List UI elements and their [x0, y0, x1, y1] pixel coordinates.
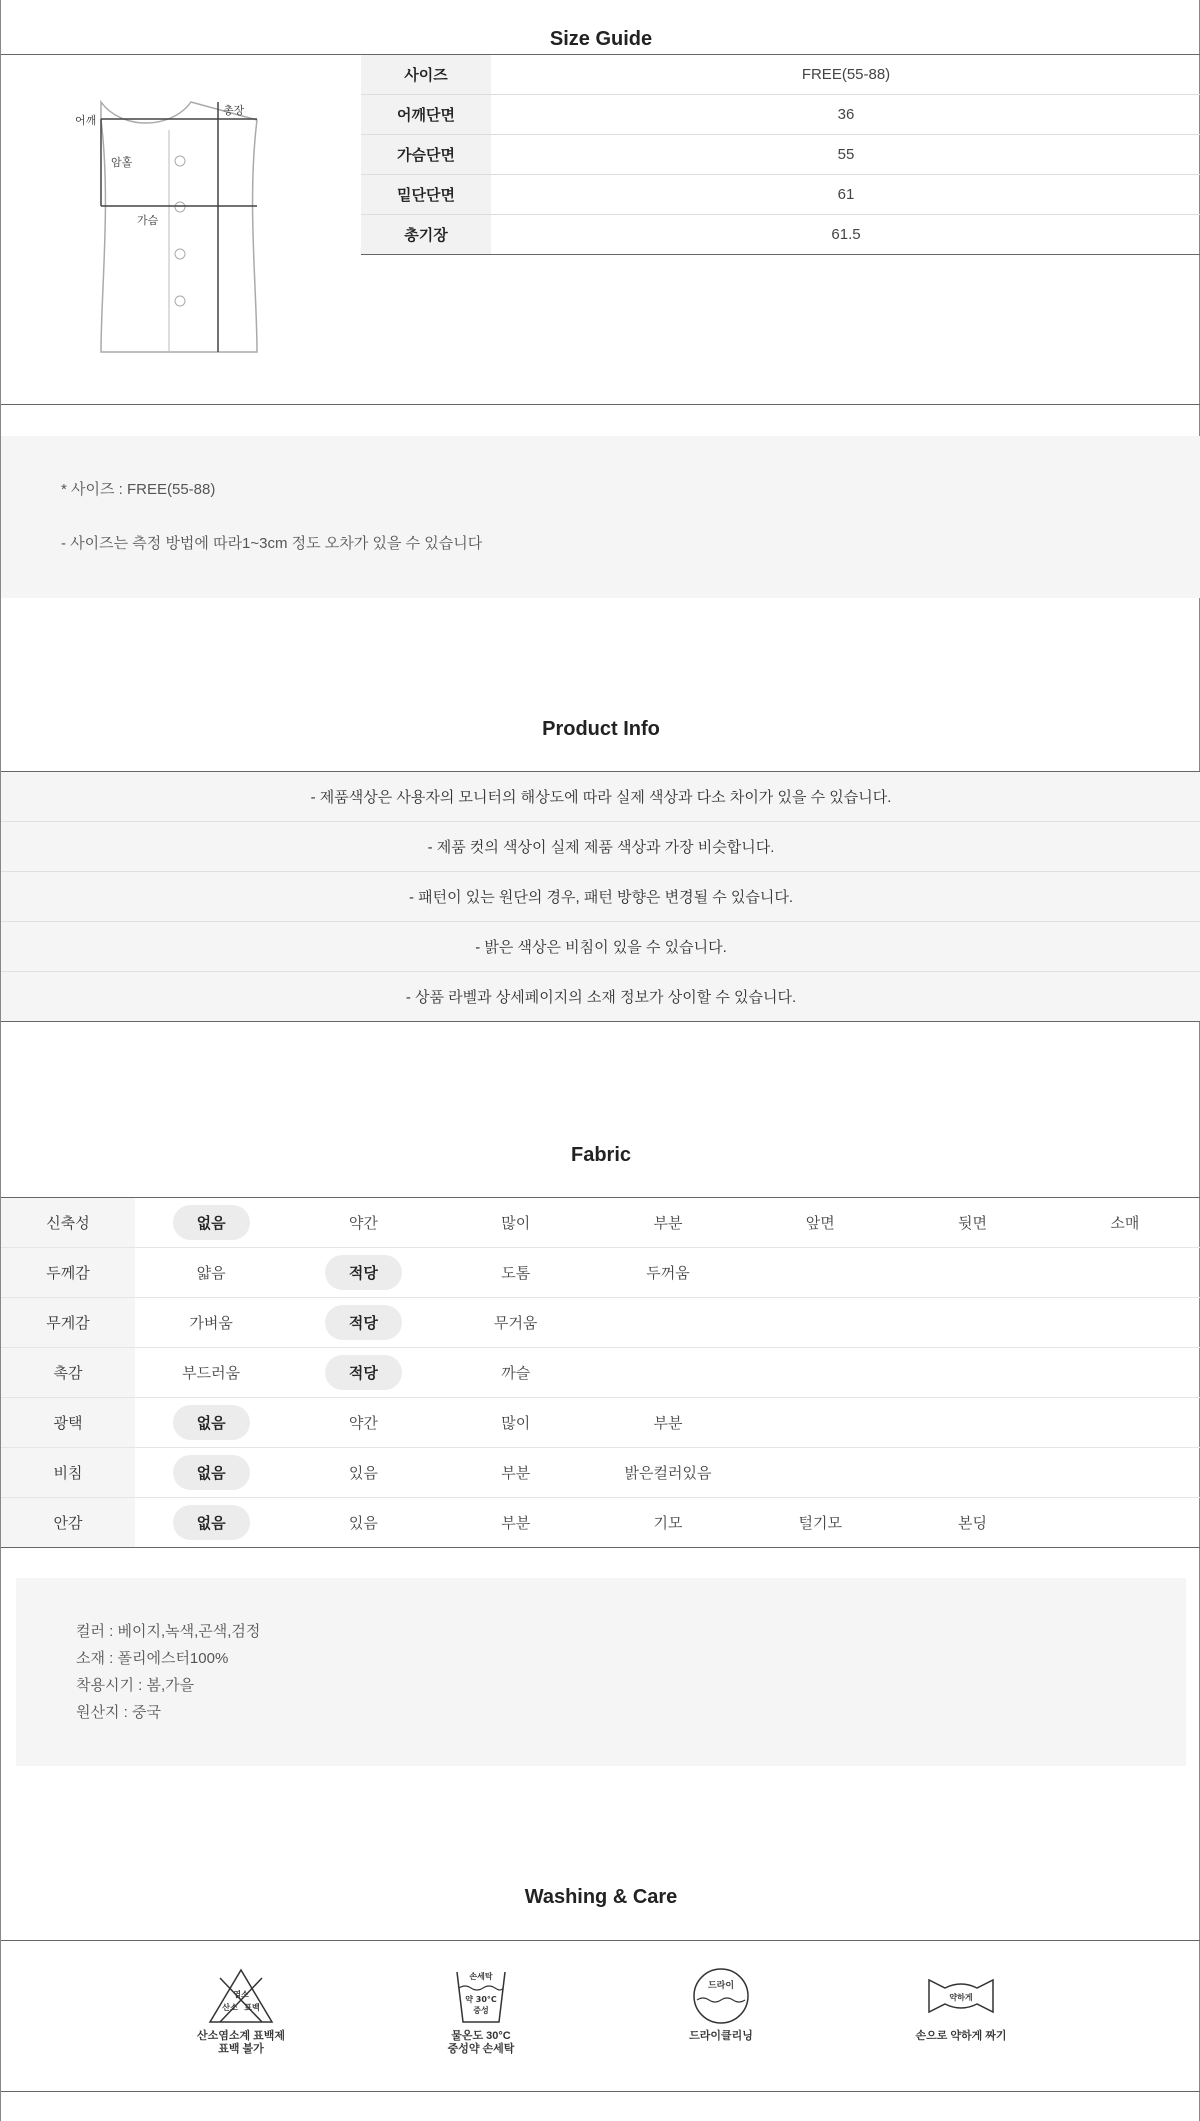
- fabric-option: [440, 1198, 592, 1247]
- fabric-option-selected: 없음: [173, 1455, 250, 1490]
- size-row-value: 61.5: [831, 226, 861, 243]
- care-icon-text: 염소: [233, 1990, 249, 1999]
- fabric-option: [896, 1298, 1048, 1347]
- fabric-option: [896, 1348, 1048, 1397]
- care-label: 중성약 손세탁: [447, 2043, 515, 2055]
- fabric-option: [135, 1348, 287, 1397]
- size-row: [361, 55, 1200, 95]
- fabric-option-selected: 없음: [173, 1205, 250, 1240]
- fabric-option: [1049, 1348, 1200, 1397]
- size-row-label: 가슴단면: [361, 135, 491, 174]
- fabric-option: [592, 1448, 744, 1497]
- no-bleach-icon: [206, 1966, 276, 2026]
- size-row-label: 총기장: [361, 215, 491, 254]
- fabric-option: [744, 1448, 896, 1497]
- fabric-option: [1049, 1248, 1200, 1297]
- fabric-option-label: 얇음: [196, 1265, 226, 1282]
- fabric-option: [744, 1248, 896, 1297]
- care-label: 산소염소계 표백제: [196, 2030, 286, 2042]
- size-row-value: 61: [837, 186, 855, 203]
- spec-material: 소재 : 폴리에스터100%: [76, 1650, 229, 1667]
- fabric-option-label: 있음: [348, 1465, 378, 1482]
- product-info-list: [1, 772, 1200, 1022]
- fabric-option: [592, 1348, 744, 1397]
- fabric-row-label: 비침: [1, 1448, 135, 1497]
- fabric-option: [135, 1298, 287, 1347]
- divider: [1, 2091, 1200, 2092]
- product-info-item: - 패턴이 있는 원단의 경우, 패턴 방향은 변경될 수 있습니다.: [1, 872, 1200, 922]
- fabric-option-selected: 적당: [325, 1355, 402, 1390]
- fabric-row: [1, 1498, 1200, 1548]
- care-icon-text: 표백: [244, 2003, 260, 2012]
- fabric-option-label: 도톰: [501, 1265, 531, 1282]
- care-icon-text: 약하게: [949, 1993, 973, 2002]
- fabric-option: [1049, 1198, 1200, 1247]
- fabric-option-label: 많이: [501, 1415, 531, 1432]
- size-row-value: 55: [837, 146, 855, 163]
- fabric-option: [744, 1398, 896, 1447]
- fabric-option: [287, 1198, 439, 1247]
- fabric-option: [440, 1348, 592, 1397]
- dry-clean-icon: [691, 1966, 751, 2026]
- fabric-option: [1049, 1398, 1200, 1447]
- product-info-title: Product Info: [542, 718, 660, 740]
- fabric-option: [1049, 1448, 1200, 1497]
- fabric-row-label: 안감: [1, 1498, 135, 1547]
- size-row: [361, 95, 1200, 135]
- fabric-option: [592, 1248, 744, 1297]
- diagram-label-shoulder: 어깨: [75, 115, 97, 127]
- vest-outline-icon: [61, 90, 291, 370]
- care-icon-text: 드라이: [707, 1981, 735, 1991]
- size-row-value: FREE(55-88): [801, 66, 891, 83]
- fabric-row-label: 신축성: [1, 1198, 135, 1247]
- fabric-option-label: 앞면: [805, 1215, 835, 1232]
- fabric-row-label: 촉감: [1, 1348, 135, 1397]
- fabric-option: [592, 1498, 744, 1547]
- size-table: [361, 55, 1200, 255]
- care-item: [161, 1966, 321, 2056]
- diagram-label-length: 총장: [223, 105, 245, 117]
- fabric-option: [592, 1398, 744, 1447]
- fabric-option-label: 부분: [653, 1215, 683, 1232]
- fabric-option: [1049, 1298, 1200, 1347]
- care-item: [401, 1966, 561, 2056]
- fabric-row-label: 광택: [1, 1398, 135, 1447]
- fabric-row: [1, 1448, 1200, 1498]
- care-icon-text: 산소: [222, 2003, 238, 2012]
- fabric-option-label: 밝은컬러있음: [624, 1465, 712, 1482]
- fabric-row: [1, 1248, 1200, 1298]
- fabric-option: [287, 1398, 439, 1447]
- care-label: 드라이클리닝: [689, 2030, 753, 2042]
- fabric-option-label: 뒷면: [958, 1215, 988, 1232]
- fabric-row: [1, 1398, 1200, 1448]
- fabric-option: [440, 1398, 592, 1447]
- fabric-option-label: 두꺼움: [646, 1265, 690, 1282]
- washing-care-title: Washing & Care: [524, 1886, 678, 1908]
- fabric-option-label: 부분: [501, 1465, 531, 1482]
- fabric-option-label: 부분: [653, 1415, 683, 1432]
- fabric-option-label: 까슬: [501, 1365, 531, 1382]
- fabric-option: [440, 1298, 592, 1347]
- fabric-option-label: 부드러움: [182, 1365, 241, 1382]
- fabric-option-label: 많이: [501, 1215, 531, 1232]
- fabric-option: [135, 1498, 287, 1547]
- fabric-option-label: 소매: [1110, 1215, 1140, 1232]
- care-label: 표백 불가: [218, 2043, 264, 2055]
- hand-wash-icon: [451, 1966, 511, 2026]
- fabric-row-label: 무게감: [1, 1298, 135, 1347]
- fabric-option-label: 털기모: [798, 1515, 842, 1532]
- care-icon-text: 중성: [473, 2006, 489, 2015]
- fabric-option-label: 기모: [653, 1515, 683, 1532]
- size-note: * 사이즈 : FREE(55-88): [61, 481, 216, 498]
- fabric-option: [592, 1298, 744, 1347]
- fabric-option: [287, 1348, 439, 1397]
- fabric-option-label: 본딩: [958, 1515, 988, 1532]
- care-icon-text: 손세탁: [469, 1972, 493, 1981]
- product-info-item: - 제품 컷의 색상이 실제 제품 색상과 가장 비슷합니다.: [1, 822, 1200, 872]
- fabric-row: [1, 1298, 1200, 1348]
- fabric-option: [135, 1248, 287, 1297]
- fabric-table: [1, 1198, 1200, 1548]
- fabric-option-selected: 적당: [325, 1255, 402, 1290]
- spec-box: [16, 1578, 1186, 1766]
- size-row: [361, 215, 1200, 255]
- care-label: 손으로 약하게 짜기: [915, 2030, 1007, 2042]
- fabric-option-label: 가벼움: [189, 1315, 233, 1332]
- fabric-option: [1049, 1498, 1200, 1547]
- care-icon-text: 약 30°C: [465, 1995, 497, 2004]
- diagram-label-armhole: 암홀: [111, 157, 133, 169]
- fabric-option: [744, 1298, 896, 1347]
- fabric-option: [287, 1498, 439, 1547]
- size-row-label: 밑단단면: [361, 175, 491, 214]
- size-note-box: [1, 436, 1200, 598]
- size-row: [361, 135, 1200, 175]
- fabric-option: [744, 1198, 896, 1247]
- fabric-option: [440, 1498, 592, 1547]
- diagram-label-chest: 가슴: [137, 215, 159, 227]
- care-item: [881, 1966, 1041, 2043]
- fabric-option-selected: 없음: [173, 1405, 250, 1440]
- garment-size-diagram: [61, 90, 291, 370]
- fabric-option-label: 약간: [348, 1415, 378, 1432]
- fabric-row-label: 두께감: [1, 1248, 135, 1297]
- fabric-option: [896, 1198, 1048, 1247]
- fabric-option: [744, 1498, 896, 1547]
- fabric-option: [287, 1248, 439, 1297]
- fabric-option-label: 약간: [348, 1215, 378, 1232]
- fabric-option: [135, 1198, 287, 1247]
- fabric-row: [1, 1348, 1200, 1398]
- fabric-option: [440, 1248, 592, 1297]
- divider: [1, 404, 1200, 405]
- size-row: [361, 175, 1200, 215]
- size-row-value: 36: [837, 106, 855, 123]
- fabric-option: [440, 1448, 592, 1497]
- fabric-option: [896, 1498, 1048, 1547]
- fabric-option: [744, 1348, 896, 1397]
- spec-origin: 원산지 : 중국: [76, 1704, 161, 1721]
- fabric-option: [287, 1298, 439, 1347]
- fabric-option: [896, 1398, 1048, 1447]
- spec-color: 컬러 : 베이지,녹색,곤색,검정: [76, 1623, 261, 1640]
- product-info-item: - 제품색상은 사용자의 모니터의 해상도에 따라 실제 색상과 다소 차이가 있을 수 있습니다.: [1, 772, 1200, 822]
- fabric-option: [135, 1398, 287, 1447]
- fabric-option: [896, 1248, 1048, 1297]
- fabric-row: [1, 1198, 1200, 1248]
- size-row-label: 사이즈: [361, 55, 491, 94]
- fabric-option: [135, 1448, 287, 1497]
- divider: [1, 1940, 1200, 1941]
- size-guide-title: Size Guide: [549, 28, 653, 50]
- product-info-item: - 상품 라벨과 상세페이지의 소재 정보가 상이할 수 있습니다.: [1, 972, 1200, 1022]
- size-row-label: 어깨단면: [361, 95, 491, 134]
- fabric-option-label: 있음: [348, 1515, 378, 1532]
- spec-season: 착용시기 : 봄,가을: [76, 1677, 195, 1694]
- fabric-option-selected: 적당: [325, 1305, 402, 1340]
- size-note: - 사이즈는 측정 방법에 따라1~3cm 정도 오차가 있을 수 있습니다: [61, 535, 483, 552]
- care-label: 물온도 30°C: [451, 2030, 511, 2042]
- product-info-item: - 밝은 색상은 비침이 있을 수 있습니다.: [1, 922, 1200, 972]
- fabric-option: [287, 1448, 439, 1497]
- fabric-title: Fabric: [570, 1144, 632, 1166]
- fabric-option-label: 부분: [501, 1515, 531, 1532]
- fabric-option-selected: 없음: [173, 1505, 250, 1540]
- fabric-option: [896, 1448, 1048, 1497]
- fabric-option-label: 무거움: [493, 1315, 538, 1332]
- fabric-option: [592, 1198, 744, 1247]
- gentle-wring-icon: [925, 1966, 997, 2026]
- care-item: [641, 1966, 801, 2043]
